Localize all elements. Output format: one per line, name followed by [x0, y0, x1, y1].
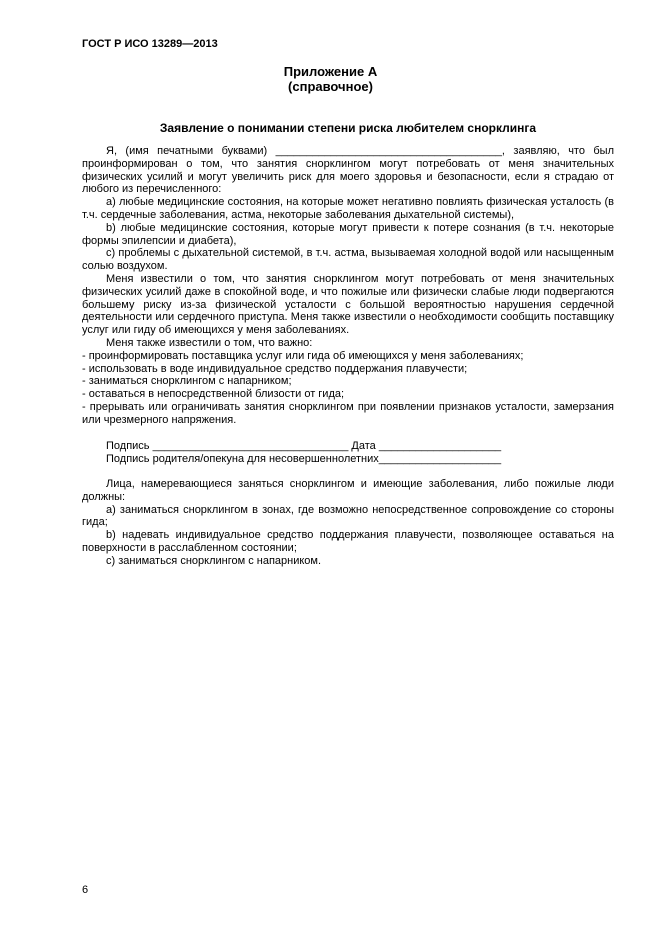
- page-number: 6: [82, 884, 89, 896]
- list-item: - заниматься снорклингом с напарником;: [82, 375, 292, 388]
- note-b: b) надевать индивидуальное средство поддержания плавучести, позволяющее оставаться на поверхности в расслабленном состоянии;: [82, 529, 614, 554]
- document-header: ГОСТ Р ИСО 13289—2013: [82, 38, 218, 50]
- risk-paragraph: Меня известили о том, что занятия снорклингом могут потребовать от меня значительных физических усилий даже в спокойной воде, и что пожилые или физически слабые люди подвергаются большему риску из-за физической усталости с большой вероятностью нарушения сердечной деятельности или сердечного приступа. Меня также известили о необходимости сообщить поставщику услуг или гиду об имеющихся у меня заболеваниях.: [82, 272, 614, 337]
- notes-intro: Лица, намеревающиеся заняться снорклингом и имеющие заболевания, либо пожилые люди должны:: [82, 478, 614, 503]
- condition-a: a) любые медицинские состояния, на которые может негативно повлиять физическая усталость (в т.ч. сердечные заболевания, астма, некоторые заболевания дыхательной системы),: [82, 196, 614, 221]
- appendix-subtitle: (справочное): [288, 79, 373, 94]
- important-intro: Меня также известили о том, что важно:: [106, 336, 313, 349]
- notes-body: [82, 478, 614, 568]
- list-item: - прерывать или ограничивать занятия снорклингом при появлении признаков усталости, замерзания или чрезмерного напряжения.: [82, 400, 614, 426]
- condition-b: b) любые медицинские состояния, которые могут привести к потере сознания (в т.ч. некоторые формы эпилепсии и диабета),: [82, 221, 614, 247]
- statement-intro: Я, (имя печатными буквами) _____________________________________, заявляю, что был проинформирован о том, что занятия снорклингом могут потребовать от меня значительных физических усилий и могут увеличить риск для моего здоровья и безопасности, если я страдаю от любого из перечисленного:: [82, 145, 614, 196]
- list-item: - использовать в воде индивидуальное средство поддержания плавучести;: [82, 362, 468, 375]
- list-item: - оставаться в непосредственной близости от гида;: [82, 388, 345, 401]
- condition-c: c) проблемы с дыхательной системой, в т.ч. астма, вызываемая холодной водой или насыщенным солью воздухом.: [82, 247, 614, 273]
- appendix-title: Приложение А: [283, 64, 378, 79]
- note-a: a) заниматься снорклингом в зонах, где возможно непосредственное сопровождение со стороны гида;: [82, 503, 614, 529]
- appendix-heading: [0, 64, 661, 94]
- guardian-signature-line[interactable]: Подпись родителя/опекуна для несовершеннолетних____________________: [106, 453, 502, 465]
- statement-title: Заявление о понимании степени риска любителем снорклинга: [159, 121, 537, 135]
- note-c: c) заниматься снорклингом с напарником.: [106, 554, 322, 567]
- list-item: - проинформировать поставщика услуг или гида об имеющихся у меня заболеваниях;: [82, 349, 524, 362]
- signature-line[interactable]: Подпись ________________________________ Дата ____________________: [106, 440, 502, 452]
- statement-body: [82, 145, 614, 427]
